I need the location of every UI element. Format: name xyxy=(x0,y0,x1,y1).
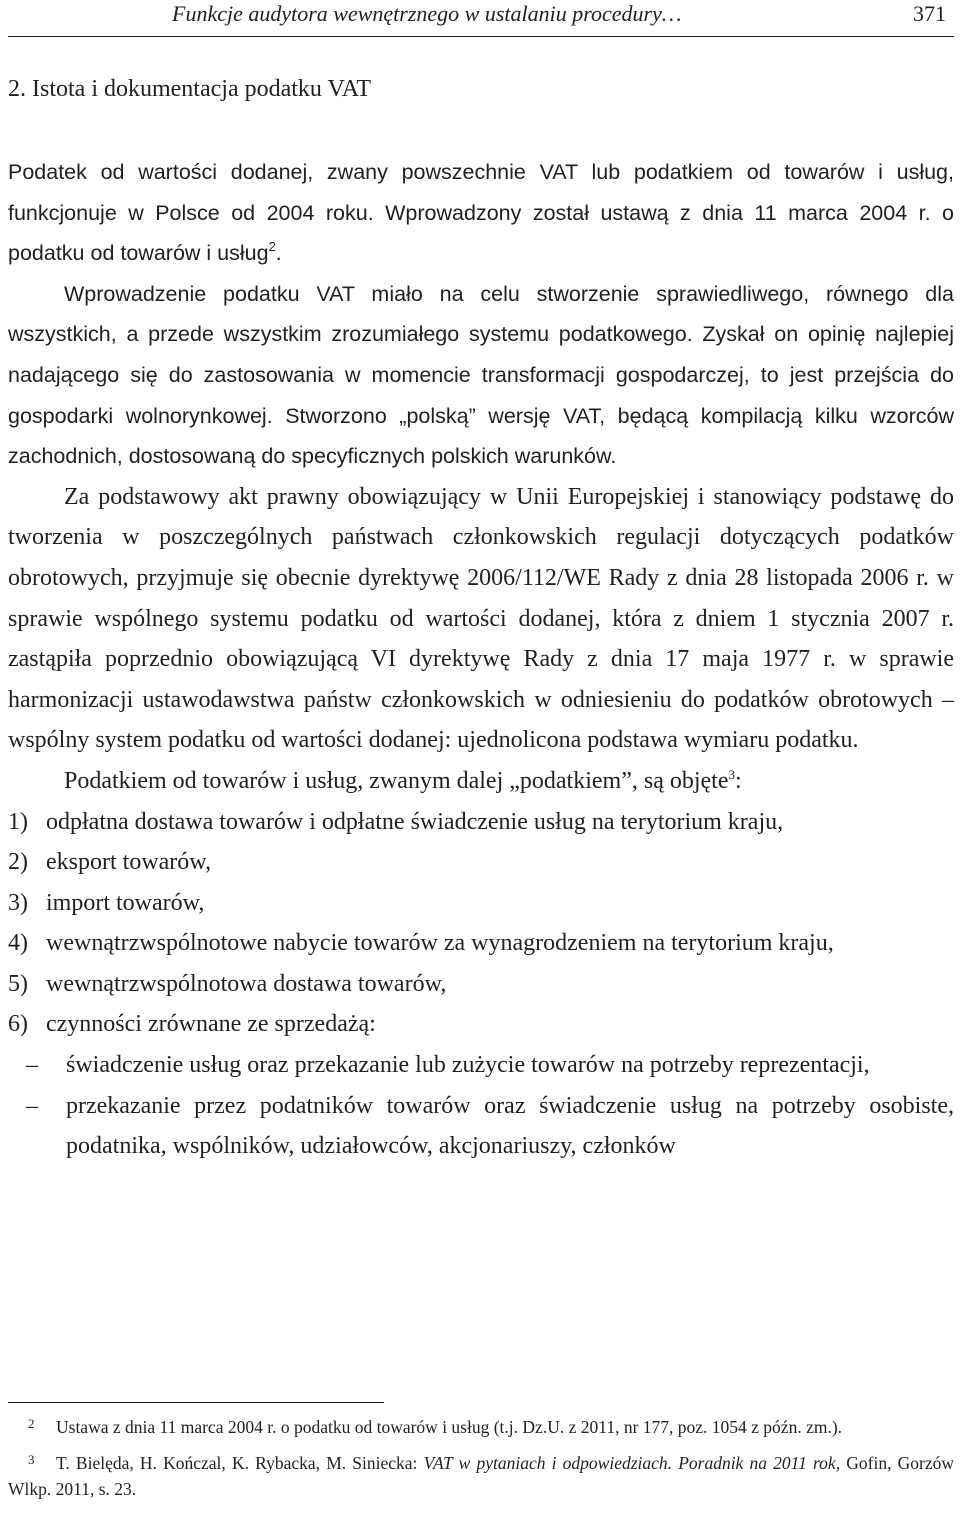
paragraph-4-text: Podatkiem od towarów i usług, zwanym dalej „podatkiem”, są objęte xyxy=(64,767,729,794)
list-item-text: eksport towarów, xyxy=(46,849,212,876)
list-item xyxy=(8,842,954,883)
list-item-text: import towarów, xyxy=(46,889,205,916)
paragraph-1-end: . xyxy=(275,241,282,266)
paragraph-4-end: : xyxy=(735,767,742,794)
sublist-item-text: przekazanie przez podatników towarów oraz świadczenie usług na potrzeby osobiste, podatnika, wspólników, udziałowców, akcjonariuszy, członków xyxy=(66,1092,954,1160)
section-heading: 2. Istota i dokumentacja podatku VAT xyxy=(8,76,372,102)
footnote-authors: T. Bielęda, H. Kończal, K. Rybacka, M. Siniecka: xyxy=(56,1453,424,1473)
list-item-number: 1) xyxy=(8,808,28,835)
list-item-number: 4) xyxy=(8,930,28,957)
sublist-item-text: świadczenie usług oraz przekazanie lub zużycie towarów na potrzeby reprezentacji, xyxy=(66,1052,870,1079)
list-item xyxy=(8,964,954,1005)
footnote-ref-2[interactable]: 2 xyxy=(268,239,276,255)
dash-marker: – xyxy=(26,1052,38,1079)
taxable-activities-list xyxy=(8,802,954,1046)
footnote-text: Ustawa z dnia 11 marca 2004 r. o podatku od towarów i usług (t.j. Dz.U. z 2011, nr 177, poz. 1054 z późn. zm.). xyxy=(56,1417,843,1437)
footnote-separator xyxy=(8,1402,384,1403)
running-header xyxy=(8,0,954,37)
footnote-publication: , Gofin, Gorzów Wlkp. 2011, s. 23. xyxy=(8,1453,954,1499)
list-item-text: wewnątrzwspólnotowe nabycie towarów za wynagrodzeniem na terytorium kraju, xyxy=(46,930,834,957)
list-item-number: 5) xyxy=(8,970,28,997)
page-number: 371 xyxy=(913,1,946,26)
sublist-item xyxy=(8,1045,954,1086)
main-text xyxy=(8,152,954,1167)
paragraph-1 xyxy=(8,152,954,274)
paragraph-2: Wprowadzenie podatku VAT miało na celu stworzenie sprawiedliwego, równego dla wszystkich, a przede wszystkim zrozumiałego systemu podatkowego. Zyskał on opinię najlepiej nadającego się do zastosowania w momencie transformacji gospodarczej, to jest przejścia do gospodarki wolnorynkowej. Stworzono „polską” wersję VAT, będącą kompilacją kilku wzorców zachodnich, dostosowaną do specyficznych polskich warunków. xyxy=(8,281,954,469)
list-item xyxy=(8,1004,954,1045)
list-item xyxy=(8,883,954,924)
list-item xyxy=(8,802,954,843)
list-item-text: odpłatna dostawa towarów i odpłatne świadczenie usług na terytorium kraju, xyxy=(46,808,784,835)
dash-marker: – xyxy=(26,1092,38,1119)
running-title: Funkcje audytora wewnętrznego w ustalaniu procedury… xyxy=(172,1,682,26)
list-item xyxy=(8,923,954,964)
list-item-text: wewnątrzwspólnotowa dostawa towarów, xyxy=(46,970,447,997)
list-item-text: czynności zrównane ze sprzedażą: xyxy=(46,1011,376,1038)
footnote-2: 2 Ustawa z dnia 11 marca 2004 r. o podatku od towarów i usług (t.j. Dz.U. z 2011, nr 177, poz. 1054 z późn. zm.). xyxy=(28,1416,843,1437)
footnote-ref-3[interactable]: 3 xyxy=(728,766,735,782)
footnote-book-title: VAT w pytaniach i odpowiedziach. Poradnik na 2011 rok xyxy=(423,1453,836,1473)
footnote-3: 3 T. Bielęda, H. Kończal, K. Rybacka, M. Siniecka: VAT w pytaniach i odpowiedziach. Poradnik na 2011 rok, Gofin, Gorzów Wlkp. 2011, s. 23. xyxy=(8,1452,954,1499)
list-item-number: 3) xyxy=(8,889,28,916)
footnotes xyxy=(8,1414,954,1512)
paragraph-3: Za podstawowy akt prawny obowiązujący w Unii Europejskiej i stanowiący podstawę do tworzenia w poszczególnych państwach członkowskich regulacji dotyczących podatków obrotowych, przyjmuje się obecnie dyrektywę 2006/112/WE Rady z dnia 28 listopada 2006 r. w sprawie wspólnego systemu podatku od wartości dodanej, która z dniem 1 stycznia 2007 r. zastąpiła poprzednio obowiązującą VI dyrektywę Rady z dnia 17 maja 1977 r. w sprawie harmonizacji ustawodawstwa państw członkowskich w odniesieniu do podatków obrotowych – wspólny system podatku od wartości dodanej: ujednolicona podstawa wymiaru podatku. xyxy=(8,483,954,754)
paragraph-1-text: Podatek od wartości dodanej, zwany powszechnie VAT lub podatkiem od towarów i usług, funkcjonuje w Polsce od 2004 roku. Wprowadzony został ustawą z dnia 11 marca 2004 r. o podatku od towarów i usług xyxy=(8,160,954,266)
list-item-number: 6) xyxy=(8,1011,28,1038)
paragraph-4 xyxy=(8,761,954,802)
sublist-item xyxy=(8,1086,954,1167)
sales-equivalent-sublist xyxy=(8,1045,954,1167)
list-item-number: 2) xyxy=(8,849,28,876)
